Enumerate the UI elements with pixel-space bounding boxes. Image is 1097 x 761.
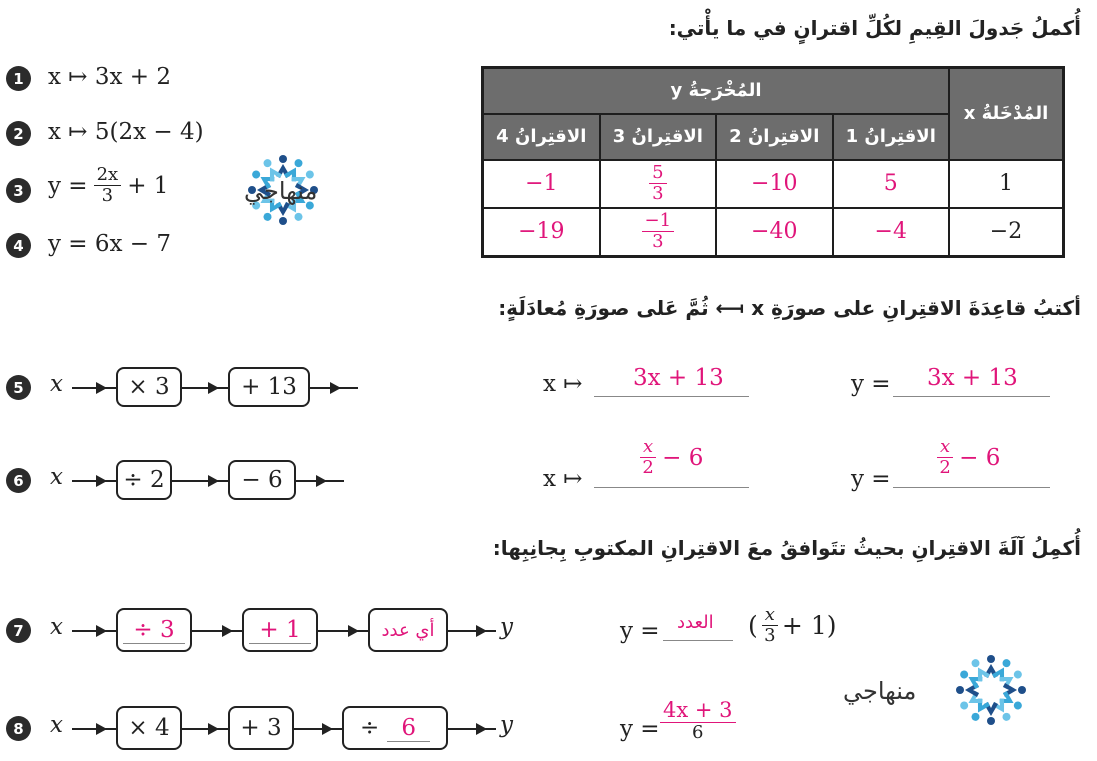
cell-r1-f2: −10 [716, 160, 832, 208]
answer-7-blank: العدد [677, 612, 714, 633]
answer-5-eq: 3x + 13 [927, 365, 1018, 391]
machine-5-x: x [50, 371, 63, 397]
table-row [483, 208, 1064, 257]
machine-6-op-1: ÷ 2 [116, 460, 172, 500]
cell-r1-input: 1 [949, 160, 1064, 208]
answer-6-eq-label: y = [851, 466, 891, 492]
table-row [483, 160, 1064, 208]
machine-8-op-3: ÷ 6 [342, 706, 448, 750]
col-header-f4: الاقتِرانُ 4 [483, 114, 600, 160]
number-badge-5: 5 [6, 375, 31, 400]
machine-7-x: x [50, 614, 63, 640]
answer-6-map: $\frac{x}{2}$ − 6 [640, 438, 703, 477]
answer-7-expression: ( $\frac{x}{3}$ + 1) [748, 604, 837, 646]
cell-r2-input: −2 [949, 208, 1064, 257]
answer-7-label: y = [620, 618, 660, 644]
minhaji-logo-2 [950, 650, 1032, 734]
heading-write-rule: أكتبُ قاعِدَةَ الاقتِرانِ على صورَةِ x ⟻ ثُمَّ عَلى صورَةِ مُعادَلَةٍ: [498, 296, 1081, 320]
answer-5-eq-label: y = [851, 371, 891, 397]
machine-7-op-1: ÷ 3 [116, 608, 192, 652]
cell-r1-f1: 5 [833, 160, 950, 208]
function-3-numerator: 2x [94, 166, 122, 186]
input-header: المُدْخَلةُ x [949, 68, 1064, 160]
number-badge-4: 4 [6, 233, 31, 258]
number-badge-2: 2 [6, 121, 31, 146]
function-3-prefix: y = [48, 172, 88, 199]
function-4: y = 6x − 7 [48, 231, 172, 257]
number-badge-8: 8 [6, 716, 31, 741]
col-header-f2: الاقتِرانُ 2 [716, 114, 832, 160]
logo-text-2: منهاجي [843, 677, 917, 705]
number-badge-6: 6 [6, 468, 31, 493]
cell-r2-f1: −4 [833, 208, 950, 257]
logo-text: منهاجي [244, 177, 318, 205]
machine-8-op-1: × 4 [116, 706, 182, 750]
answer-8-fraction: $\frac{4x + 3}{6}$ [660, 700, 736, 742]
logo-flower-icon [950, 650, 1032, 730]
cell-r2-f3: $\frac{-1}{3}$ [600, 208, 716, 257]
cell-r1-f3: $\frac{5}{3}$ [600, 160, 716, 208]
function-3-denominator: 3 [101, 185, 114, 206]
answer-6-eq: $\frac{x}{2}$ − 6 [937, 438, 1000, 477]
machine-6-x: x [50, 464, 63, 490]
machine-5-op-2: + 13 [228, 367, 310, 407]
machine-8-y: y [500, 712, 513, 738]
cell-r2-f2: −40 [716, 208, 832, 257]
cell-r1-f4: −1 [483, 160, 600, 208]
machine-7-op-2: + 1 [242, 608, 318, 652]
cell-r2-f4: −19 [483, 208, 600, 257]
function-2: x ↦ 5(2x − 4) [48, 119, 204, 145]
machine-6-op-2: − 6 [228, 460, 296, 500]
heading-complete-table: أُكملُ جَدولَ القِيمِ لكُلِّ اقترانٍ في ما يأْتي: [668, 16, 1081, 40]
machine-7-op-3: أي عدد [368, 608, 448, 652]
number-badge-1: 1 [6, 66, 31, 91]
heading-complete-machine: أُكمِلُ آلَةَ الاقتِرانِ بحيثُ تتَوافقُ معَ الاقتِرانِ المكتوبِ بِجانِبِها: [492, 536, 1081, 560]
number-badge-3: 3 [6, 178, 31, 203]
values-table [481, 66, 1065, 258]
function-3 [48, 166, 168, 205]
function-3-fraction [94, 166, 122, 205]
number-badge-7: 7 [6, 618, 31, 643]
function-3-suffix: + 1 [127, 172, 169, 199]
output-header: المُخْرَجةُ y [483, 68, 950, 114]
answer-8-label: y = [620, 716, 660, 742]
answer-5-map-label: x ↦ [543, 371, 583, 397]
machine-8-op-2: + 3 [228, 706, 294, 750]
col-header-f3: الاقتِرانُ 3 [600, 114, 716, 160]
machine-7-y: y [500, 614, 513, 640]
function-1: x ↦ 3x + 2 [48, 64, 171, 90]
answer-5-map: 3x + 13 [633, 365, 724, 391]
machine-5-op-1: × 3 [116, 367, 182, 407]
machine-8-x: x [50, 712, 63, 738]
col-header-f1: الاقتِرانُ 1 [833, 114, 950, 160]
answer-6-map-label: x ↦ [543, 466, 583, 492]
